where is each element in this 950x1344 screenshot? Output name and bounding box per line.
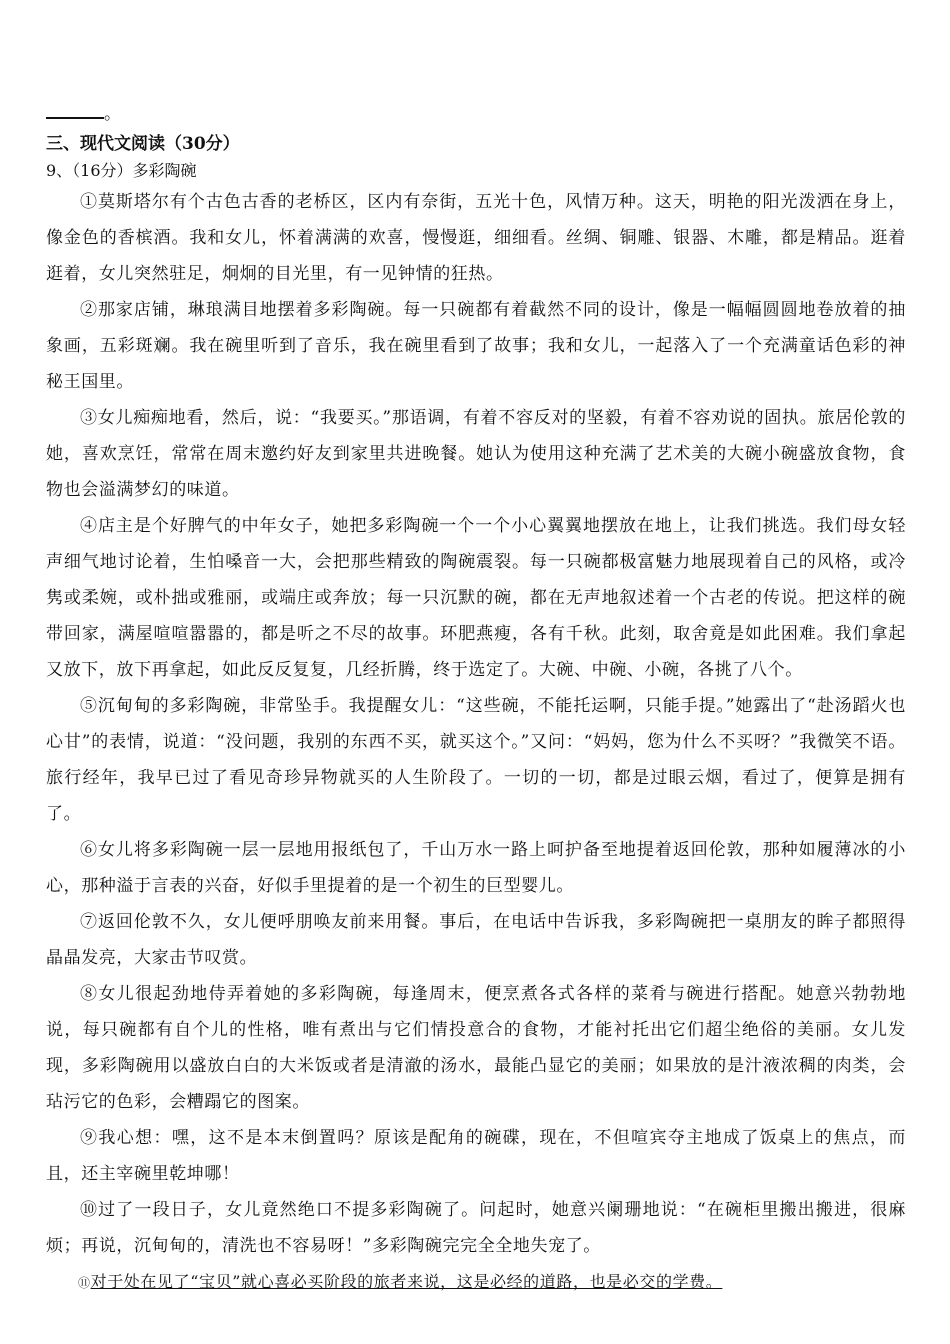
paragraph-6: ⑥女儿将多彩陶碗一层一层地用报纸包了，千山万水一路上呵护备至地提着返回伦敦，那种如履薄冰的小心，那种溢于言表的兴奋，好似手里提着的是一个初生的巨型婴儿。 bbox=[46, 840, 906, 896]
paragraph-11 bbox=[46, 1264, 906, 1301]
paragraph-5: ⑤沉甸甸的多彩陶碗，非常坠手。我提醒女儿：“这些碗，不能托运啊，只能手提。”她露出了“赴汤蹈火也心甘”的表情，说道：“没问题，我别的东西不买，就买这个。”又问：“妈妈，您为什么不买呀？”我微笑不语。旅行经年，我早已过了看见奇珍异物就买的人生阶段了。一切的一切，都是过眼云烟，看过了，便算是拥有了。 bbox=[46, 696, 906, 824]
paragraph-number: ⑪ bbox=[78, 1276, 91, 1290]
paragraph-4: ④店主是个好脾气的中年女子，她把多彩陶碗一个一个小心翼翼地摆放在地上，让我们挑选。我们母女轻声细气地讨论着，生怕嗓音一大，会把那些精致的陶碗震裂。每一只碗都极富魅力地展现着自己的风格，或冷隽或柔婉，或朴拙或雅丽，或端庄或奔放；每一只沉默的碗，都在无声地叙述着一个古老的传说。把这样的碗带回家，满屋喧喧嚣嚣的，都是听之不尽的故事。环肥燕瘦，各有千秋。此刻，取舍竟是如此困难。我们拿起又放下，放下再拿起，如此反反复复，几经折腾，终于选定了。大碗、中碗、小碗，各挑了八个。 bbox=[46, 516, 906, 680]
paragraph-10: ⑩过了一段日子，女儿竟然绝口不提多彩陶碗了。问起时，她意兴阑珊地说：“在碗柜里搬出搬进，很麻烦；再说，沉甸甸的，清洗也不容易呀！”多彩陶碗完完全全地失宠了。 bbox=[46, 1200, 906, 1256]
paragraph-2: ②那家店铺，琳琅满目地摆着多彩陶碗。每一只碗都有着截然不同的设计，像是一幅幅圆圆地卷放着的抽象画，五彩斑斓。我在碗里听到了音乐，我在碗里看到了故事；我和女儿，一起落入了一个充满童话色彩的神秘王国里。 bbox=[46, 300, 906, 392]
document-page bbox=[46, 100, 906, 1301]
paragraph-3: ③女儿痴痴地看，然后，说：“我要买。”那语调，有着不容反对的坚毅，有着不容劝说的固执。旅居伦敦的她，喜欢烹饪，常常在周末邀约好友到家里共进晚餐。她认为使用这种充满了艺术美的大碗小碗盛放食物，食物也会溢满梦幻的味道。 bbox=[46, 408, 906, 500]
answer-blank bbox=[46, 103, 104, 119]
paragraph-9: ⑨我心想：嘿，这不是本末倒置吗？原该是配角的碗碟，现在，不但喧宾夺主地成了饭桌上的焦点，而且，还主宰碗里乾坤哪！ bbox=[46, 1128, 906, 1184]
underlined-sentence: 对于处在见了“宝贝”就心喜必买阶段的旅者来说，这是必经的道路，也是必交的学费。 bbox=[90, 1272, 723, 1291]
paragraph-1: ①莫斯塔尔有个古色古香的老桥区，区内有奈街，五光十色，风情万种。这天，明艳的阳光泼洒在身上，像金色的香槟酒。我和女儿，怀着满满的欢喜，慢慢逛，细细看。丝绸、铜雕、银器、木雕，都是精品。逛着逛着，女儿突然驻足，炯炯的目光里，有一见钟情的狂热。 bbox=[46, 192, 906, 284]
period: 。 bbox=[104, 104, 121, 124]
question-title: 9、（16分）多彩陶碗 bbox=[46, 161, 197, 180]
paragraph-7: ⑦返回伦敦不久，女儿便呼朋唤友前来用餐。事后，在电话中告诉我，多彩陶碗把一桌朋友的眸子都照得晶晶发亮，大家击节叹赏。 bbox=[46, 912, 906, 968]
previous-answer-blank bbox=[46, 100, 906, 128]
paragraph-8: ⑧女儿很起劲地侍弄着她的多彩陶碗，每逢周末，便烹煮各式各样的菜肴与碗进行搭配。她意兴勃勃地说，每只碗都有自个儿的性格，唯有煮出与它们情投意合的食物，才能衬托出它们超尘绝俗的美丽。女儿发现，多彩陶碗用以盛放白白的大米饭或者是清澈的汤水，最能凸显它的美丽；如果放的是汁液浓稠的肉类，会玷污它的色彩，会糟蹋它的图案。 bbox=[46, 984, 906, 1112]
section-title: 三、现代文阅读（30分） bbox=[46, 134, 240, 154]
